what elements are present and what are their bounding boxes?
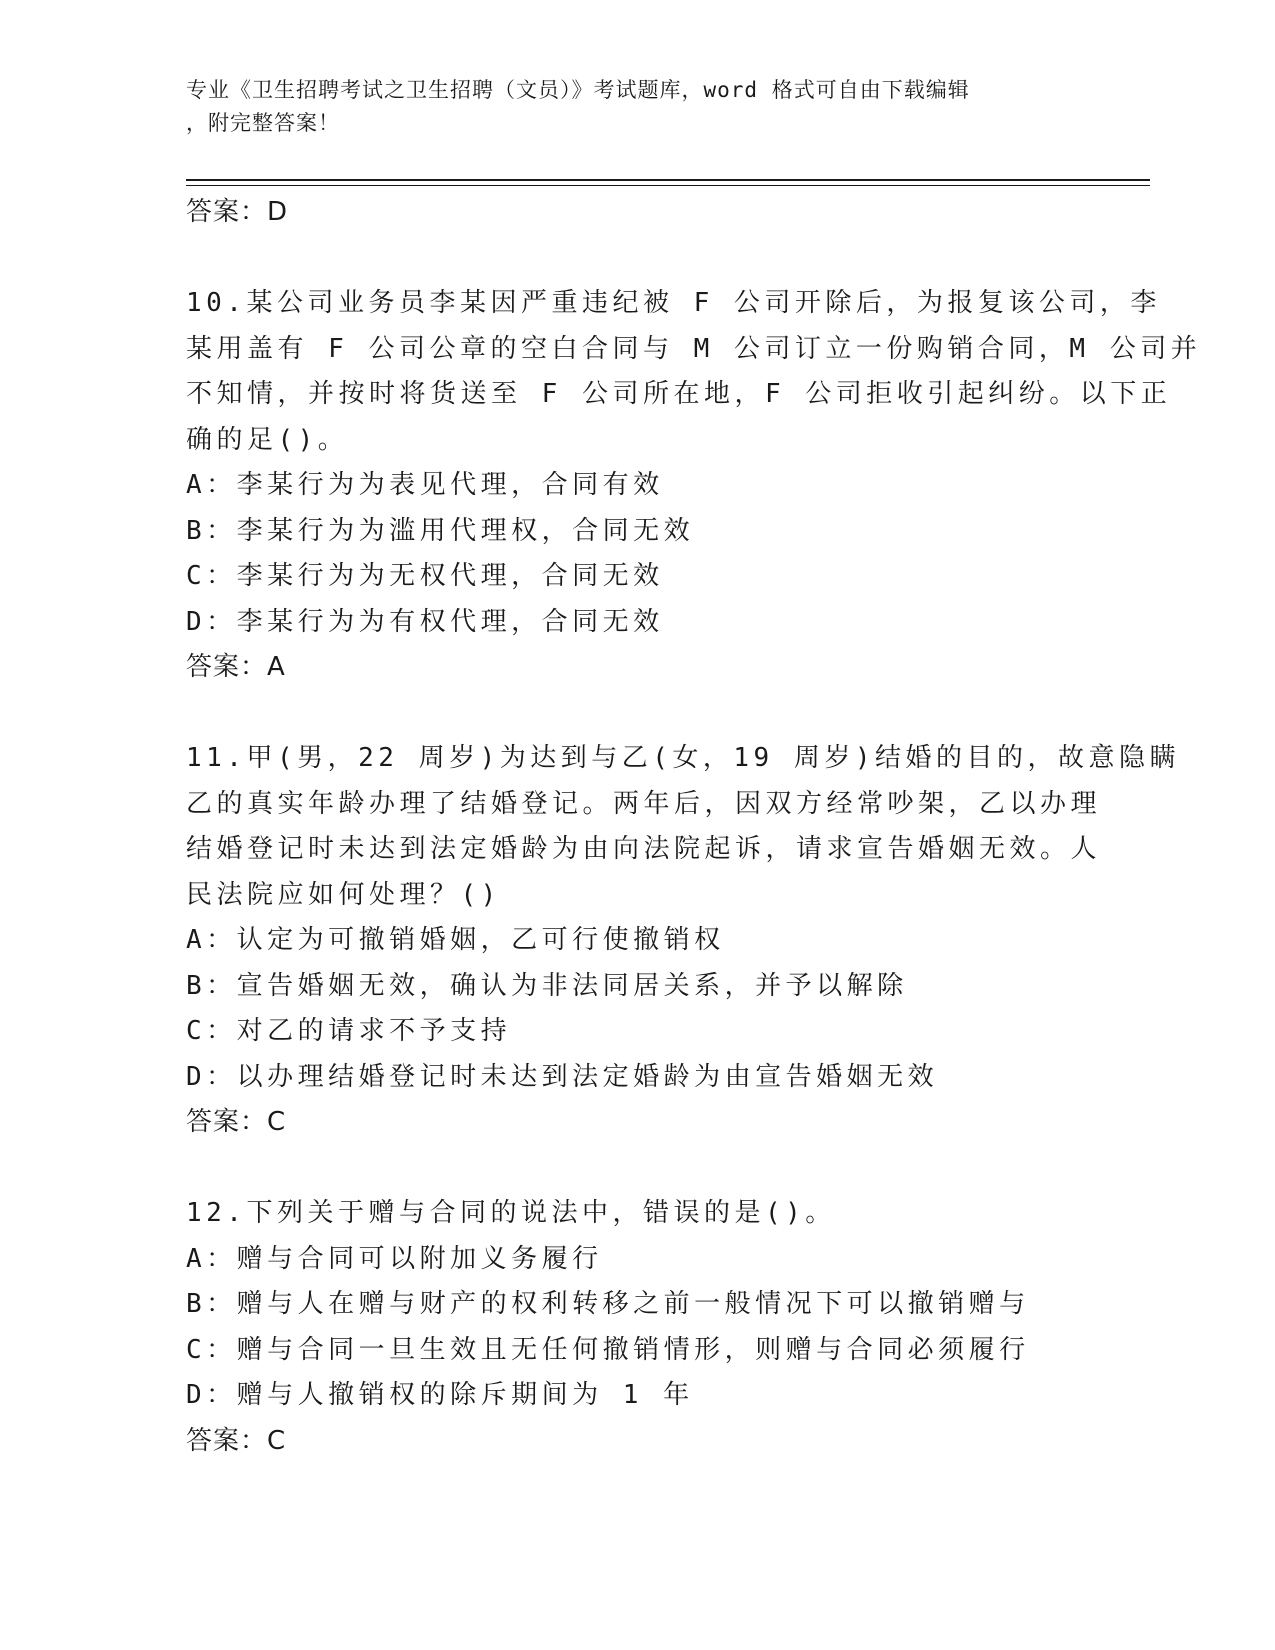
spacer xyxy=(186,1146,1086,1192)
question-text-line: 结婚登记时未达到法定婚龄为由向法院起诉，请求宣告婚姻无效。人 xyxy=(186,834,1102,864)
answer-q10: 答案：A xyxy=(186,652,286,682)
spacer xyxy=(186,691,1086,737)
question-text-line: 民法院应如何处理？() xyxy=(186,879,501,910)
question-text-line: 某用盖有 F 公司公章的空白合同与 M 公司订立一份购销合同，M 公司并 xyxy=(186,333,1202,364)
question-11 xyxy=(186,736,1180,1146)
header-line-1: 专业《卫生招聘考试之卫生招聘（文员）》考试题库，word 格式可自由下载编辑 xyxy=(186,78,970,102)
option-d: D：李某行为为有权代理，合同无效 xyxy=(186,606,664,637)
option-b: B：宣告婚姻无效，确认为非法同居关系，并予以解除 xyxy=(186,970,908,1001)
question-text-line: 10.某公司业务员李某因严重违纪被 F 公司开除后，为报复该公司，李 xyxy=(186,288,1161,318)
answer-previous: 答案：D xyxy=(186,197,289,227)
spacer xyxy=(186,236,1086,282)
option-c: C：李某行为为无权代理，合同无效 xyxy=(186,561,664,591)
option-c: C：赠与合同一旦生效且无任何撤销情形，则赠与合同必须履行 xyxy=(186,1334,1030,1365)
header-rule-thin xyxy=(186,185,1150,186)
option-d: D：以办理结婚登记时未达到法定婚龄为由宣告婚姻无效 xyxy=(186,1061,939,1092)
option-b: B：李某行为为滥用代理权，合同无效 xyxy=(186,515,695,546)
answer-q11: 答案：C xyxy=(186,1107,287,1137)
document-header xyxy=(186,74,1086,140)
option-a: A：赠与合同可以附加义务履行 xyxy=(186,1243,603,1274)
question-text-line: 确的足()。 xyxy=(186,424,349,455)
option-d: D：赠与人撤销权的除斥期间为 1 年 xyxy=(186,1380,694,1410)
question-10 xyxy=(186,281,1202,691)
option-a: A：李某行为为表见代理，合同有效 xyxy=(186,470,664,500)
option-c: C：对乙的请求不予支持 xyxy=(186,1016,512,1046)
option-a: A：认定为可撤销婚姻，乙可行使撤销权 xyxy=(186,925,725,955)
question-text-line: 乙的真实年龄办理了结婚登记。两年后，因双方经常吵架，乙以办理 xyxy=(186,788,1102,819)
question-text-line: 11.甲(男，22 周岁)为达到与乙(女，19 周岁)结婚的目的，故意隐瞒 xyxy=(186,743,1180,773)
header-rule-thick xyxy=(186,179,1150,181)
question-text-line: 12.下列关于赠与合同的说法中，错误的是()。 xyxy=(186,1198,836,1228)
question-12 xyxy=(186,1191,1086,1464)
header-line-2: ，附完整答案！ xyxy=(186,111,340,135)
answer-q12: 答案：C xyxy=(186,1425,287,1456)
document-body xyxy=(186,190,1202,1464)
option-b: B：赠与人在赠与财产的权利转移之前一般情况下可以撤销赠与 xyxy=(186,1289,1030,1319)
question-text-line: 不知情，并按时将货送至 F 公司所在地，F 公司拒收引起纠纷。以下正 xyxy=(186,379,1172,409)
